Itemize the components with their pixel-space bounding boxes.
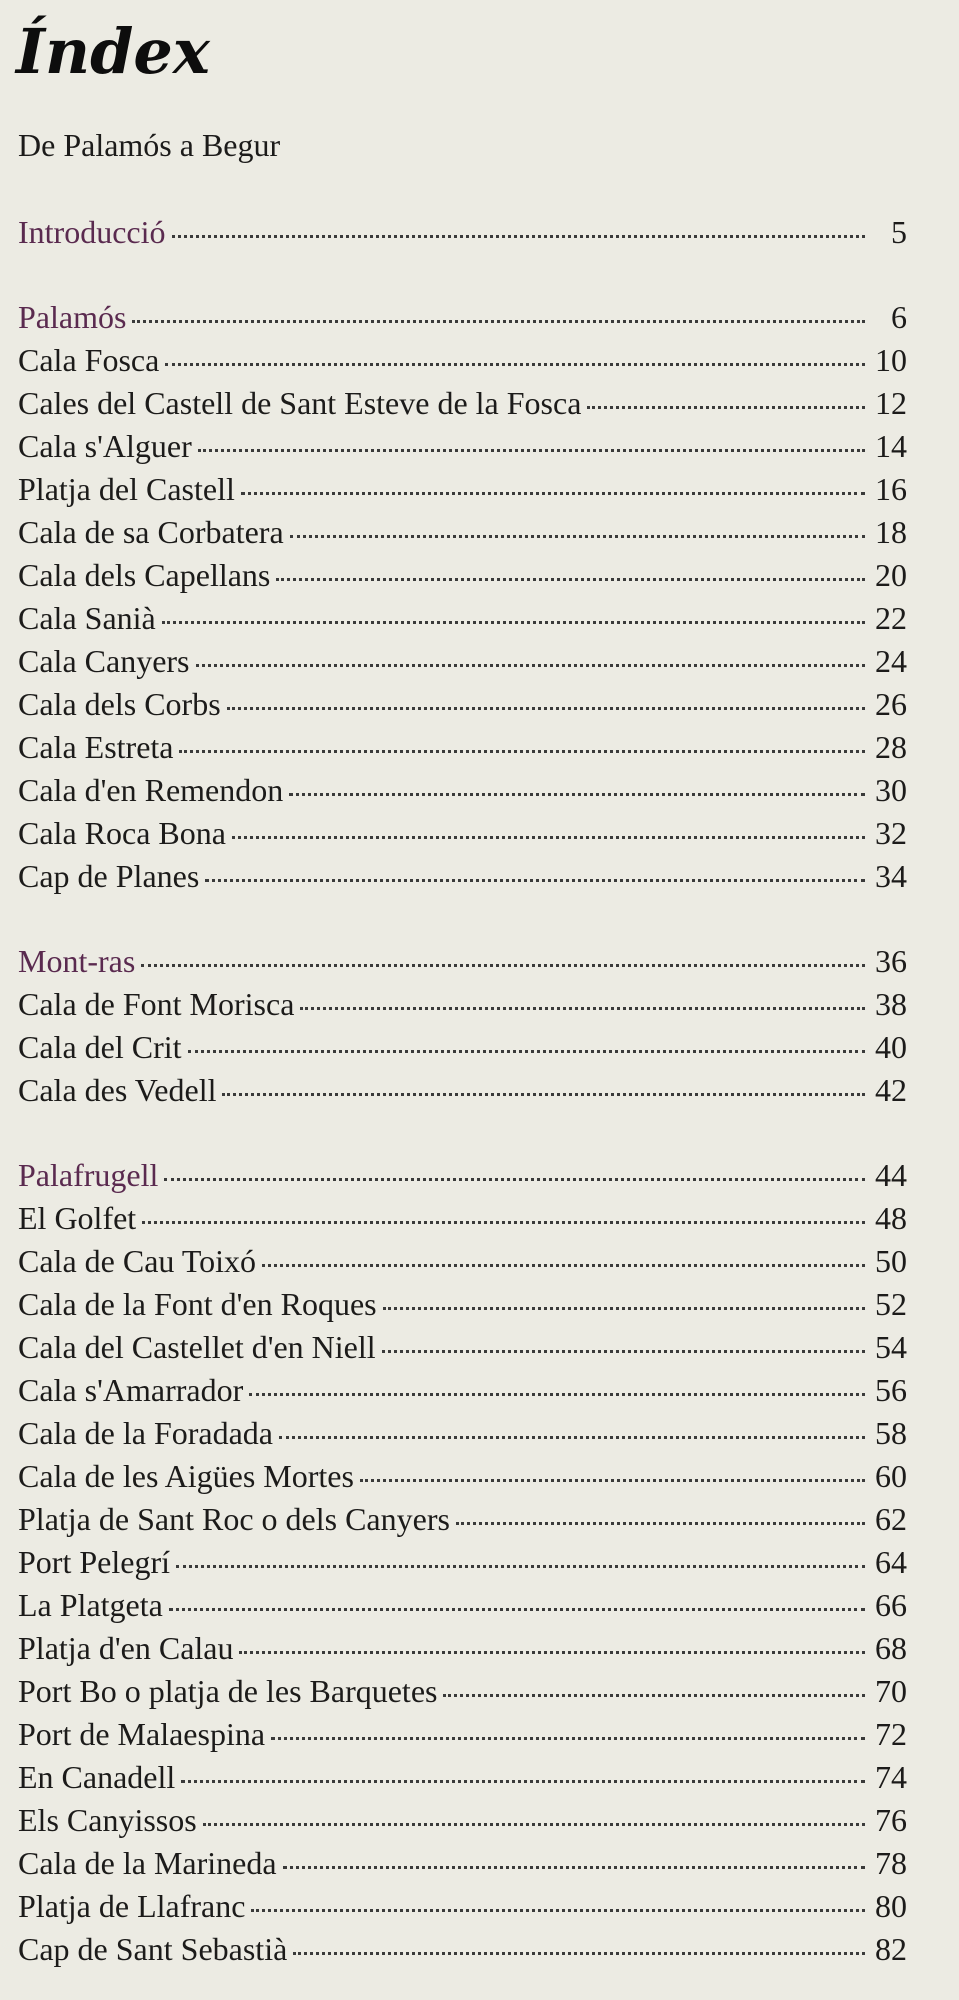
entry-title: El Golfet <box>18 1200 137 1236</box>
toc-section-heading[interactable] <box>18 296 907 339</box>
toc-entry[interactable] <box>18 1412 907 1455</box>
entry-title: Cala Fosca <box>18 342 160 378</box>
page-number: 44 <box>875 1157 907 1193</box>
page-number: 60 <box>875 1458 907 1494</box>
toc-entry[interactable] <box>18 597 907 640</box>
entry-title: Cala Roca Bona <box>18 815 226 851</box>
page-number: 42 <box>875 1072 907 1108</box>
toc-entry[interactable] <box>18 1713 907 1756</box>
entry-title: Cala des Vedell <box>18 1072 217 1108</box>
entry-title: Cala del Castellet d'en Niell <box>18 1329 376 1365</box>
entry-title: Platja del Castell <box>18 471 235 507</box>
entry-title: Cap de Planes <box>18 858 200 894</box>
page-number: 18 <box>875 514 907 550</box>
page-number: 40 <box>875 1029 907 1065</box>
page-number: 22 <box>875 600 907 636</box>
dot-leader <box>142 1221 865 1224</box>
entry-title: Cala de les Aigües Mortes <box>18 1458 354 1494</box>
toc-entry[interactable] <box>18 1369 907 1412</box>
page-number: 34 <box>875 858 907 894</box>
dot-leader <box>162 621 865 624</box>
entry-title: Cala de Font Morisca <box>18 986 295 1022</box>
page-number: 14 <box>875 428 907 464</box>
dot-leader <box>587 406 865 409</box>
toc-entry[interactable] <box>18 382 907 425</box>
entry-title: Cap de Sant Sebastià <box>18 1931 288 1967</box>
toc-entry[interactable] <box>18 1026 907 1069</box>
entry-title: Port Pelegrí <box>18 1544 170 1580</box>
dot-leader <box>300 1007 865 1010</box>
entry-title: Platja d'en Calau <box>18 1630 234 1666</box>
page-number: 66 <box>875 1587 907 1623</box>
toc-entry[interactable] <box>18 1498 907 1541</box>
page-number: 82 <box>875 1931 907 1967</box>
dot-leader <box>181 1780 865 1783</box>
dot-leader <box>290 535 865 538</box>
page-number: 32 <box>875 815 907 851</box>
entry-title: Cala s'Amarrador <box>18 1372 244 1408</box>
dot-leader <box>232 836 865 839</box>
entry-title: Cala del Crit <box>18 1029 182 1065</box>
dot-leader <box>176 1565 865 1568</box>
dot-leader <box>249 1393 865 1396</box>
dot-leader <box>276 578 865 581</box>
dot-leader <box>279 1436 865 1439</box>
toc-entry[interactable] <box>18 769 907 812</box>
dot-leader <box>188 1050 865 1053</box>
toc-entry[interactable] <box>18 1670 907 1713</box>
page-number: 72 <box>875 1716 907 1752</box>
toc-entry[interactable] <box>18 1885 907 1928</box>
dot-leader <box>456 1522 865 1525</box>
toc-entry[interactable] <box>18 683 907 726</box>
page-number: 20 <box>875 557 907 593</box>
entry-title: Cala de sa Corbatera <box>18 514 284 550</box>
entry-title: Cala Canyers <box>18 643 190 679</box>
page-number: 50 <box>875 1243 907 1279</box>
entry-title: Cala dels Capellans <box>18 557 271 593</box>
page-number: 70 <box>875 1673 907 1709</box>
page-number: 68 <box>875 1630 907 1666</box>
entry-title: Els Canyissos <box>18 1802 197 1838</box>
dot-leader <box>132 320 865 323</box>
toc-section-heading[interactable] <box>18 940 907 983</box>
entry-title: Cales del Castell de Sant Esteve de la Fosca <box>18 385 582 421</box>
page-number: 26 <box>875 686 907 722</box>
entry-title: Platja de Llafranc <box>18 1888 246 1924</box>
dot-leader <box>203 1823 865 1826</box>
section-title: Palamós <box>18 299 127 335</box>
page-number: 62 <box>875 1501 907 1537</box>
dot-leader <box>169 1608 865 1611</box>
page-number: 64 <box>875 1544 907 1580</box>
entry-title: Platja de Sant Roc o dels Canyers <box>18 1501 450 1537</box>
toc-entry[interactable] <box>18 1069 907 1112</box>
page-number: 54 <box>875 1329 907 1365</box>
dot-leader <box>205 879 865 882</box>
dot-leader <box>289 793 865 796</box>
section-title: Mont-ras <box>18 943 136 979</box>
dot-leader <box>196 664 866 667</box>
dot-leader <box>198 449 865 452</box>
toc-entry[interactable] <box>18 1799 907 1842</box>
dot-leader <box>179 750 865 753</box>
page-number: 16 <box>875 471 907 507</box>
toc-entry[interactable] <box>18 1756 907 1799</box>
dot-leader <box>293 1952 865 1955</box>
dot-leader <box>239 1651 865 1654</box>
toc-entry[interactable] <box>18 640 907 683</box>
toc-entry[interactable] <box>18 1326 907 1369</box>
page-number: 78 <box>875 1845 907 1881</box>
section-title: Palafrugell <box>18 1157 159 1193</box>
page-number: 48 <box>875 1200 907 1236</box>
page-number: 58 <box>875 1415 907 1451</box>
entry-title: En Canadell <box>18 1759 176 1795</box>
toc-section-heading[interactable] <box>18 1154 907 1197</box>
entry-title: Cala d'en Remendon <box>18 772 284 808</box>
page-number: 76 <box>875 1802 907 1838</box>
toc-entry[interactable] <box>18 1240 907 1283</box>
dot-leader <box>271 1737 865 1740</box>
entry-title: Port de Malaespina <box>18 1716 266 1752</box>
page-number: 80 <box>875 1888 907 1924</box>
dot-leader <box>383 1307 865 1310</box>
toc-entry[interactable] <box>18 1928 907 1971</box>
entry-title: Cala dels Corbs <box>18 686 221 722</box>
dot-leader <box>241 492 865 495</box>
page-number: 28 <box>875 729 907 765</box>
toc-entry[interactable] <box>18 1283 907 1326</box>
entry-title: Cala Estreta <box>18 729 174 765</box>
page-number: 36 <box>875 943 907 979</box>
toc-entry[interactable] <box>18 1627 907 1670</box>
toc-entry[interactable] <box>18 1455 907 1498</box>
toc-entry[interactable] <box>18 983 907 1026</box>
toc-section-heading[interactable] <box>18 211 907 254</box>
section-title: Introducció <box>18 214 166 250</box>
page-number: 52 <box>875 1286 907 1322</box>
dot-leader <box>227 707 865 710</box>
toc-entry[interactable] <box>18 726 907 769</box>
page-number: 6 <box>891 299 907 335</box>
dot-leader <box>382 1350 865 1353</box>
toc-entry[interactable] <box>18 511 907 554</box>
entry-title: Cala de la Marineda <box>18 1845 277 1881</box>
dot-leader <box>165 363 865 366</box>
toc-entry[interactable] <box>18 554 907 597</box>
page-number: 5 <box>891 214 907 250</box>
page-title: Índex <box>16 15 210 88</box>
page-number: 30 <box>875 772 907 808</box>
entry-title: Cala de Cau Toixó <box>18 1243 257 1279</box>
toc-entry[interactable] <box>18 1842 907 1885</box>
entry-title: Cala s'Alguer <box>18 428 192 464</box>
entry-title: Cala de la Foradada <box>18 1415 273 1451</box>
toc-entry[interactable] <box>18 425 907 468</box>
page-number: 38 <box>875 986 907 1022</box>
dot-leader <box>262 1264 865 1267</box>
dot-leader <box>141 964 865 967</box>
toc-entry[interactable] <box>18 855 907 898</box>
page-number: 56 <box>875 1372 907 1408</box>
entry-title: Cala de la Font d'en Roques <box>18 1286 377 1322</box>
dot-leader <box>222 1093 865 1096</box>
page-number: 10 <box>875 342 907 378</box>
dot-leader <box>283 1866 865 1869</box>
toc-entry[interactable] <box>18 812 907 855</box>
page-number: 24 <box>875 643 907 679</box>
toc-entry[interactable] <box>18 339 907 382</box>
dot-leader <box>164 1178 865 1181</box>
entry-title: La Platgeta <box>18 1587 163 1623</box>
dot-leader <box>360 1479 865 1482</box>
entry-title: Cala Sanià <box>18 600 156 636</box>
entry-title: Port Bo o platja de les Barquetes <box>18 1673 438 1709</box>
dot-leader <box>251 1909 865 1912</box>
dot-leader <box>172 235 866 238</box>
dot-leader <box>443 1694 865 1697</box>
toc-entry[interactable] <box>18 1197 907 1240</box>
page-subtitle: De Palamós a Begur <box>18 127 281 163</box>
page-number: 12 <box>875 385 907 421</box>
toc-entry[interactable] <box>18 1584 907 1627</box>
page-number: 74 <box>875 1759 907 1795</box>
toc-entry[interactable] <box>18 1541 907 1584</box>
toc-entry[interactable] <box>18 468 907 511</box>
